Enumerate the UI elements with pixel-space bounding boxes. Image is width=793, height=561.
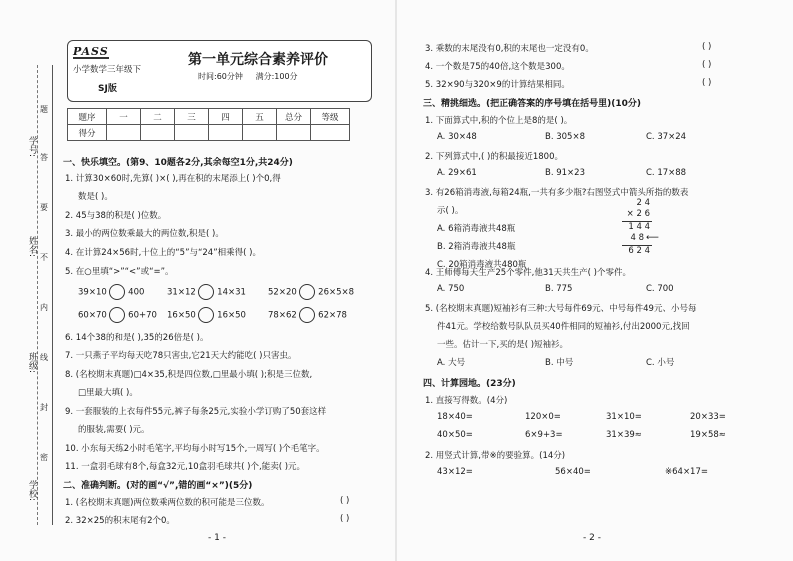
question-text: 4. 在计算24×56时,十位上的“5”与“24”相乘得( )。 bbox=[65, 248, 261, 258]
compare-circle[interactable] bbox=[299, 307, 315, 323]
table-cell: 二 bbox=[141, 109, 175, 125]
score-input-cell[interactable] bbox=[311, 125, 350, 141]
calc-row: 6 2 4 bbox=[628, 246, 650, 256]
calc-row: × 2 6 bbox=[626, 209, 650, 219]
judge-item: 1. (名校期末真题)两位数乘两位数的积可能是三位数。 bbox=[65, 498, 270, 508]
calc-item: 56×40= bbox=[555, 467, 591, 477]
question-text: 2. 45与38的积是( )位数。 bbox=[65, 211, 167, 221]
answer-bracket[interactable]: ( ) bbox=[702, 78, 712, 88]
option: C. 700 bbox=[646, 284, 674, 294]
score-input-cell[interactable] bbox=[175, 125, 209, 141]
score-input-cell[interactable] bbox=[243, 125, 277, 141]
question-text: 一些。估计一下,买的是( )短袖衫。 bbox=[437, 340, 569, 350]
score-table-header-row bbox=[68, 109, 350, 125]
seal-char: 要 bbox=[40, 203, 48, 212]
option: B. 2箱消毒液共48瓶 bbox=[437, 242, 516, 252]
seal-char: 内 bbox=[40, 303, 48, 312]
compare-item: 31×12 14×31 bbox=[167, 284, 246, 300]
calc-item: 120×0= bbox=[525, 412, 561, 422]
compare-item: 52×20 26×5×8 bbox=[268, 284, 354, 300]
option: A. 30×48 bbox=[437, 132, 477, 142]
compare-circle[interactable] bbox=[109, 307, 125, 323]
option: C. 小号 bbox=[646, 358, 675, 368]
option: B. 775 bbox=[545, 284, 573, 294]
score-table-score-row bbox=[68, 125, 350, 141]
answer-bracket[interactable]: ( ) bbox=[702, 42, 712, 52]
option: B. 305×8 bbox=[545, 132, 585, 142]
question-text: 4. 王师傅每天生产25个零件,他31天共生产( )个零件。 bbox=[425, 268, 631, 278]
seal-char: 密 bbox=[40, 453, 48, 462]
answer-bracket[interactable]: ( ) bbox=[702, 60, 712, 70]
compare-circle[interactable] bbox=[109, 284, 125, 300]
option: C. 20箱消毒液共480瓶 bbox=[437, 260, 527, 270]
table-cell: 题序 bbox=[68, 109, 107, 125]
question-text: 示( )。 bbox=[437, 206, 464, 216]
calc-row: 4 8 bbox=[630, 233, 644, 243]
table-cell: 得分 bbox=[68, 125, 107, 141]
question-text: 1. 计算30×60时,先算( )×( ),再在积的末尾添上( )个0,得 bbox=[65, 174, 281, 184]
seal-char: 不 bbox=[40, 253, 48, 262]
question-text: 9. 一套服装的上衣每件55元,裤子每条25元,实验小学订购了50套这样 bbox=[65, 407, 327, 417]
seal-char: 线 bbox=[40, 353, 48, 362]
judge-item: 4. 一个数是75的40倍,这个数是300。 bbox=[425, 62, 570, 72]
compare-item: 60×70 60+70 bbox=[78, 307, 157, 323]
question-text: 1. 下面算式中,积的个位上是8的是( )。 bbox=[425, 116, 573, 126]
question-text: 2. 用竖式计算,带※的要验算。(14分) bbox=[425, 451, 566, 461]
calc-item: 6×9+3= bbox=[525, 430, 563, 440]
option: C. 37×24 bbox=[646, 132, 687, 142]
full-score: 满分:100分 bbox=[255, 72, 298, 81]
table-cell: 四 bbox=[209, 109, 243, 125]
class-label: 班级: bbox=[27, 352, 37, 374]
question-text: 数是( )。 bbox=[78, 192, 113, 202]
option: B. 中号 bbox=[545, 358, 574, 368]
table-cell: 等级 bbox=[311, 109, 350, 125]
calc-item: 18×40= bbox=[437, 412, 473, 422]
compare-item: 39×10 400 bbox=[78, 284, 144, 300]
compare-item: 78×62 62×78 bbox=[268, 307, 347, 323]
question-text: 10. 小东每天练2小时毛笔字,平均每小时写15个,一周写( )个毛笔字。 bbox=[65, 444, 325, 454]
time-limit: 时间:60分钟 bbox=[198, 72, 243, 81]
question-text: 8. (名校期末真题)□4×35,积是四位数,□里最小填( );积是三位数, bbox=[65, 370, 313, 380]
calc-item: 31×39≈ bbox=[606, 430, 642, 440]
calc-item: ※64×17= bbox=[665, 467, 708, 477]
question-text: 的服装,需要( )元。 bbox=[78, 425, 150, 435]
seal-char: 答 bbox=[40, 153, 48, 162]
dashed-binding-line bbox=[37, 65, 38, 525]
page-fold bbox=[395, 0, 397, 561]
page-number: - 2 - bbox=[583, 533, 601, 543]
question-text: 6. 14个38的和是( ),35的26倍是( )。 bbox=[65, 333, 209, 343]
table-cell: 五 bbox=[243, 109, 277, 125]
score-table bbox=[67, 108, 350, 141]
arrow-left-icon: ⟵ bbox=[646, 233, 659, 243]
calc-item: 43×12= bbox=[437, 467, 473, 477]
score-input-cell[interactable] bbox=[107, 125, 141, 141]
calc-item: 19×58≈ bbox=[690, 430, 726, 440]
judge-item: 5. 32×90与320×9的计算结果相同。 bbox=[425, 80, 570, 90]
table-cell: 三 bbox=[175, 109, 209, 125]
version-label: SJ版 bbox=[98, 84, 117, 94]
compare-circle[interactable] bbox=[198, 284, 214, 300]
section-heading: 三、精挑细选。(把正确答案的序号填在括号里)(10分) bbox=[423, 99, 641, 109]
question-text: 11. 一盒羽毛球有8个,每盒32元,10盒羽毛球共( )个,能卖( )元。 bbox=[65, 462, 306, 472]
exam-title: 第一单元综合素养评价 bbox=[188, 52, 328, 68]
calc-row: 2 4 bbox=[636, 198, 650, 208]
option: A. 750 bbox=[437, 284, 465, 294]
judge-item: 2. 32×25的积末尾有2个0。 bbox=[65, 516, 175, 526]
seal-char: 题 bbox=[40, 105, 48, 114]
option: A. 6箱消毒液共48瓶 bbox=[437, 224, 516, 234]
section-heading: 四、计算园地。(23分) bbox=[423, 379, 516, 389]
section-heading: 二、准确判断。(对的画“√”,错的画“×”)(5分) bbox=[63, 481, 253, 491]
option: A. 29×61 bbox=[437, 168, 477, 178]
pass-logo: PASS bbox=[73, 45, 109, 58]
score-input-cell[interactable] bbox=[141, 125, 175, 141]
table-cell: 一 bbox=[107, 109, 141, 125]
answer-bracket[interactable]: ( ) bbox=[340, 496, 350, 506]
question-text: 1. 直接写得数。(4分) bbox=[425, 396, 508, 406]
solid-binding-line bbox=[52, 65, 53, 525]
school-label: 学校: bbox=[27, 480, 37, 502]
subject-label: 小学数学三年级下 bbox=[73, 65, 142, 75]
option: A. 大号 bbox=[437, 358, 466, 368]
compare-circle[interactable] bbox=[198, 307, 214, 323]
question-text: 7. 一只燕子平均每天吃78只害虫,它21天大约能吃( )只害虫。 bbox=[65, 351, 297, 361]
question-text: 3. 最小的两位数乘最大的两位数,积是( )。 bbox=[65, 229, 224, 239]
calc-item: 40×50= bbox=[437, 430, 473, 440]
section-heading: 一、快乐填空。(第9、10题各2分,其余每空1分,共24分) bbox=[63, 158, 293, 168]
exam-meta bbox=[198, 71, 298, 82]
seal-char: 封 bbox=[40, 403, 48, 412]
exam-header bbox=[67, 40, 372, 102]
question-text: 5. 在○里填“>”“<”或“=”。 bbox=[65, 267, 174, 277]
table-cell: 总分 bbox=[277, 109, 311, 125]
question-text: 3. 有26箱消毒液,每箱24瓶,一共有多少瓶?右图竖式中箭头所指的数表 bbox=[425, 188, 689, 198]
answer-bracket[interactable]: ( ) bbox=[340, 514, 350, 524]
question-text: 5. (名校期末真题)短袖衫有三种:大号每件69元、中号每件49元、小号每 bbox=[425, 304, 697, 314]
calc-item: 20×33= bbox=[690, 412, 726, 422]
score-input-cell[interactable] bbox=[277, 125, 311, 141]
judge-item: 3. 乘数的末尾没有0,积的末尾也一定没有0。 bbox=[425, 44, 594, 54]
student-number-label: 学号: bbox=[27, 136, 37, 158]
calc-row: 1 4 4 bbox=[628, 222, 650, 232]
option: B. 91×23 bbox=[545, 168, 585, 178]
page-number: - 1 - bbox=[208, 533, 226, 543]
calc-item: 31×10= bbox=[606, 412, 642, 422]
compare-circle[interactable] bbox=[299, 284, 315, 300]
name-label: 姓名: bbox=[27, 236, 37, 258]
compare-item: 16×50 16×50 bbox=[167, 307, 246, 323]
option: C. 17×88 bbox=[646, 168, 687, 178]
question-text: □里最大填( )。 bbox=[78, 388, 138, 398]
question-text: 件41元。学校给数号队队员买40件相同的短袖衫,付出2000元,找回 bbox=[437, 322, 690, 332]
score-input-cell[interactable] bbox=[209, 125, 243, 141]
question-text: 2. 下列算式中,( )的积最接近1800。 bbox=[425, 152, 563, 162]
